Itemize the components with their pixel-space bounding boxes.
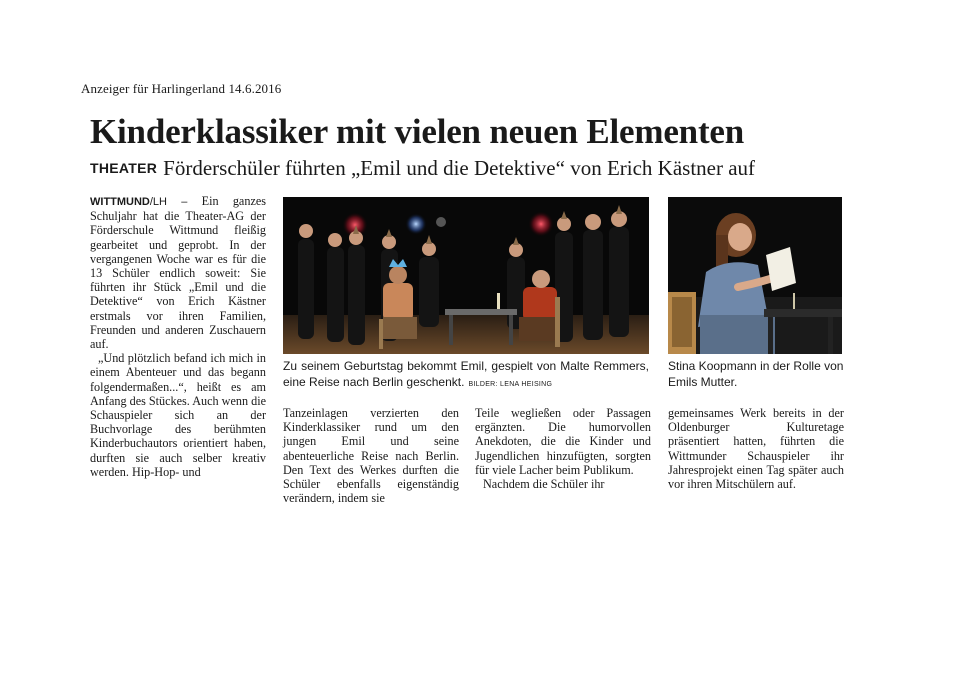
section-kicker: THEATER [90,160,158,176]
photo-2-caption: Stina Koopmann in der Rolle von Emils Mutter. [668,359,844,389]
mother-role-photo [668,197,842,354]
dateline-suffix: /LH – [149,196,188,208]
dateline: WITTMUND [90,196,150,208]
stage-scene-photo [283,197,649,354]
column-3-paragraph-2: Nachdem die Schüler ihr [483,477,605,492]
newspaper-source-line: Anzeiger für Harlingerland 14.6.2016 [81,81,282,96]
subheadline-text: Förderschüler führten „Emil und die Detektive“ von Erich Kästner auf [163,156,756,180]
column-1-paragraph-1 [90,194,266,351]
column-4-paragraph-1: gemeinsames Werk bereits in der Oldenburger Kulturetage präsentiert hatten, führten die Wittmunder Schauspieler ihr Jahresprojekt einen Tag später auch vor ihren Mitschülern auf. [668,406,844,492]
photo-credit: BILDER: LENA HEISING [468,381,553,388]
column-3-paragraph-1: Teile wegließen oder Passagen ergänzten. Die humorvollen Anekdoten, die die Kinder und Jugendlichen hinzufügten, sorgten für viele Lacher beim Publikum. [475,406,651,477]
article-subheadline [90,156,755,181]
column-2-paragraph-1: Tanzeinlagen verzierten den Kinderklassiker rund um den jungen Emil und seine abenteuerliche Reise nach Berlin. Den Text des Werkes durften die Schüler ebenfalls eigenständig verändern, indem sie [283,406,459,506]
mother-role-illustration [668,197,842,354]
article-column-1 [90,194,266,479]
column-1-text-1: Ein ganzes Schuljahr hat die Theater-AG der Förderschule Wittmund fleißig gearbeitet und geprobt. In der vergangenen Woche war es für die 13 Schüler endlich soweit: Sie führten ihr Stück „Emil und die Detektive“ von Erich Kästner erstmals vor ihren Familien, Freunden und anderen Zuschauern auf. [90,194,266,352]
stage-scene-illustration [283,197,649,354]
column-1-paragraph-2: „Und plötzlich befand ich mich in einem Abenteuer und das begann folgendermaßen...“, heißt es am Anfang des Stückes. Auch wenn die Schauspieler sich an der Buchvorlage des berühmten Kinderbuchautors orientiert haben, durften sie auch selber kreativ werden. Hip-Hop- und [90,351,267,479]
photo-1-caption [283,358,649,393]
article-column-3 [475,406,651,491]
article-column-4 [668,406,844,491]
article-headline: Kinderklassiker mit vielen neuen Elementen [90,112,745,151]
article-column-2 [283,406,459,505]
photo-1-caption-text: Zu seinem Geburtstag bekommt Emil, gespielt von Malte Remmers, eine Reise nach Berlin geschenkt. [283,359,649,389]
